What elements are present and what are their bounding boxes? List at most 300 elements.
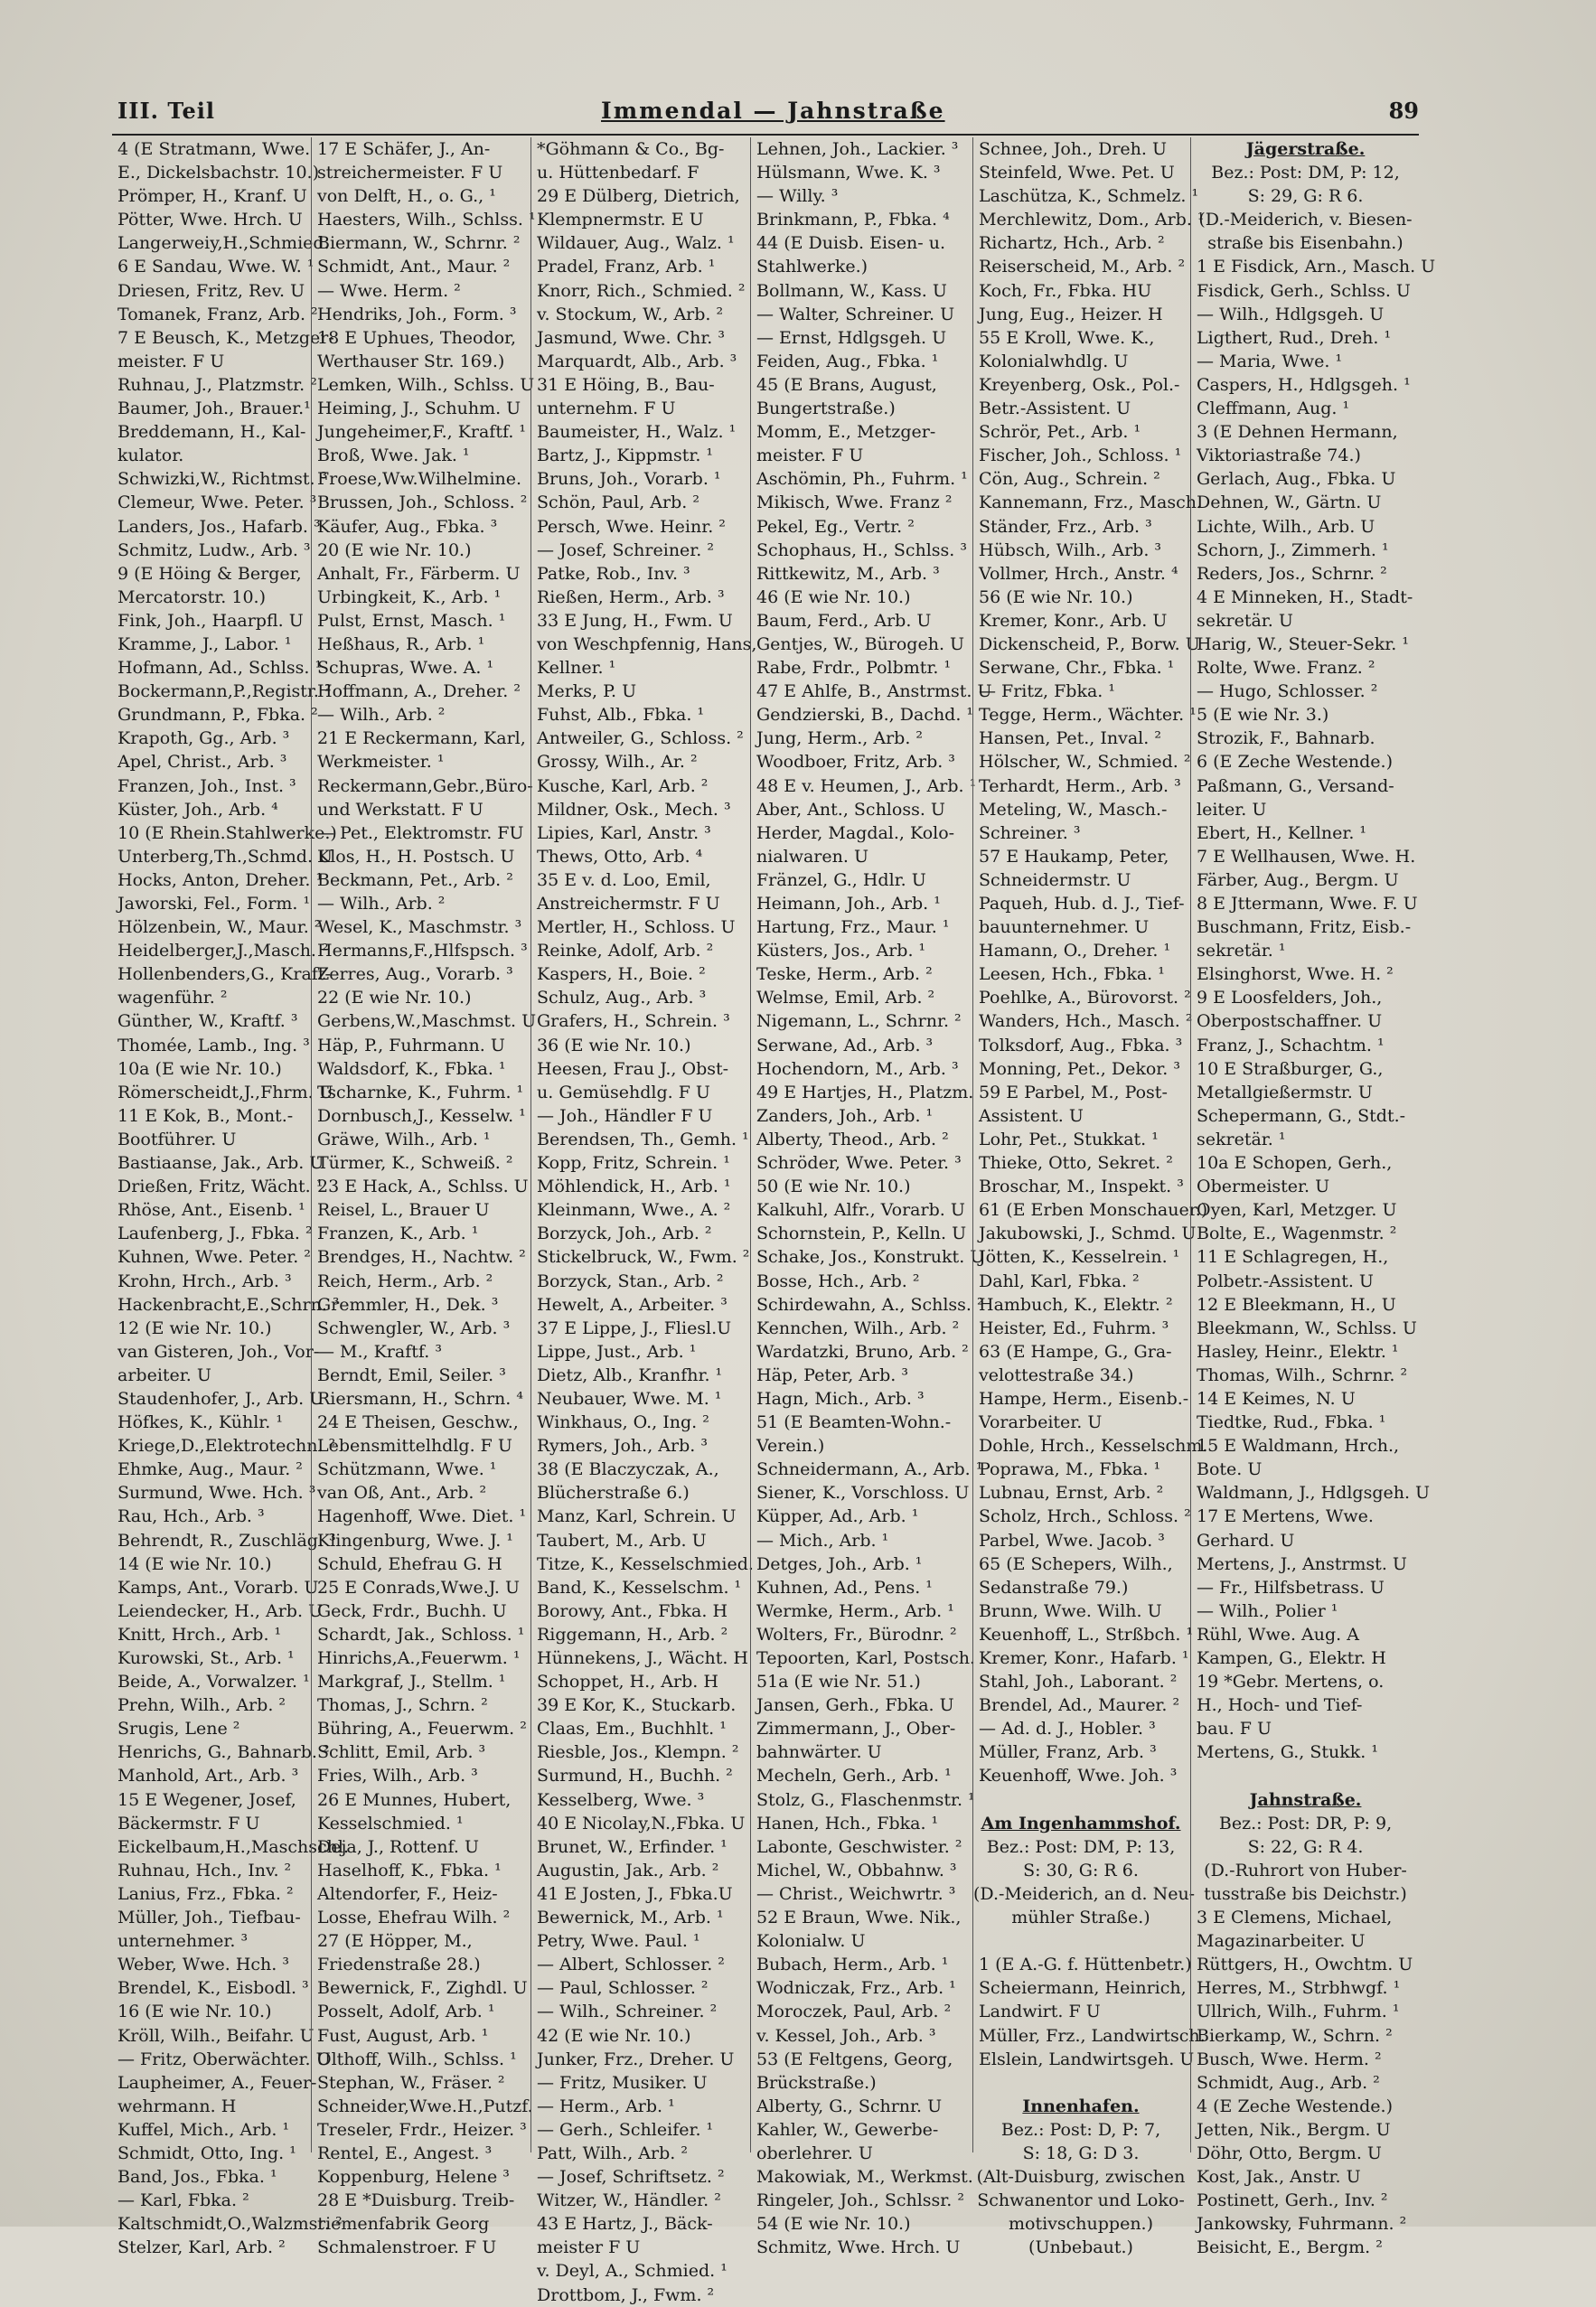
directory-entry-line: Tomanek, Franz, Arb. ² xyxy=(117,304,318,324)
directory-entry-line: Stickelbruck, W., Fwm. ² xyxy=(537,1247,750,1268)
directory-entry-line: und Werkstatt. F U xyxy=(317,799,483,820)
directory-entry-line: Bollmann, W., Kass. U xyxy=(756,280,947,301)
directory-entry-line: Heßhaus, R., Arb. ¹ xyxy=(317,633,485,654)
directory-entry-line: riemenfabrik Georg xyxy=(317,2214,490,2235)
directory-entry-line: Riersmann, H., Schrn. ⁴ xyxy=(317,1388,523,1409)
directory-entry-line: Schoppet, H., Arb. H xyxy=(537,1672,718,1693)
directory-entry-line: Ebert, H., Kellner. ¹ xyxy=(1197,822,1367,843)
directory-entry-line: Borowy, Ant., Fbka. H xyxy=(537,1600,728,1621)
directory-entry-line: Haselhoff, K., Fbka. ¹ xyxy=(317,1860,502,1880)
directory-entry-line: Thomas, J., Schrn. ² xyxy=(317,1695,488,1716)
directory-entry-line: Mercatorstr. 10.) xyxy=(117,586,266,607)
directory-entry-line: Jansen, Gerh., Fbka. U xyxy=(756,1695,954,1716)
directory-entry-line: v. Deyl, A., Schmied. ¹ xyxy=(537,2261,728,2282)
directory-entry-line: Schmitz, Wwe. Hrch. U xyxy=(756,2237,961,2258)
directory-entry-line: 17 E Mertens, Wwe. xyxy=(1197,1506,1374,1527)
directory-entry-line: Pulst, Ernst, Masch. ¹ xyxy=(317,610,506,631)
directory-entry-line: Jung, Eug., Heizer. H xyxy=(979,304,1163,324)
directory-entry-line: Taubert, M., Arb. U xyxy=(537,1530,707,1551)
directory-entry-line: 16 (E wie Nr. 10.) xyxy=(117,2002,272,2022)
directory-entry-line: — Christ., Weichwrtr. ³ xyxy=(756,1883,956,1904)
directory-entry-line: Ruhnau, Hch., Inv. ² xyxy=(117,1860,292,1880)
directory-entry-line: Jetten, Nik., Bergm. U xyxy=(1197,2119,1391,2140)
directory-entry-line: Brinkmann, P., Fbka. ⁴ xyxy=(756,210,950,230)
directory-entry-line: 57 E Haukamp, Peter, xyxy=(979,846,1169,867)
directory-entry-line: Mertens, J., Anstrmst. U xyxy=(1197,1553,1407,1574)
directory-entry-line xyxy=(973,1788,1188,1812)
directory-entry-line: — Pet., Elektromstr. FU xyxy=(317,822,524,843)
directory-entry-line: leiter. U xyxy=(1197,799,1267,820)
directory-entry-line: Rhöse, Ant., Eisenb. ¹ xyxy=(117,1200,305,1221)
directory-entry-line: Apel, Christ., Arb. ³ xyxy=(117,752,287,773)
street-heading: Jahnstraße. xyxy=(1249,1789,1362,1810)
directory-entry-line: Baumer, Joh., Brauer.¹ xyxy=(117,399,311,419)
directory-entry-line: Gendzierski, B., Dachd. ¹ xyxy=(756,705,974,726)
directory-entry-line: Manhold, Art., Arb. ³ xyxy=(117,1766,299,1787)
directory-entry-line: Beide, A., Vorwalzer. ¹ xyxy=(117,1672,310,1693)
directory-entry-line: Hünnekens, J., Wächt. H xyxy=(537,1648,748,1668)
directory-entry-line: 41 E Josten, J., Fbka.U xyxy=(537,1883,733,1904)
directory-entry-line: Bewernick, F., Zighdl. U xyxy=(317,1978,528,1999)
directory-entry-line: Caspers, H., Hdlgsgeh. ¹ xyxy=(1197,374,1411,395)
directory-entry-line: Titze, K., Kesselschmied. xyxy=(537,1553,754,1574)
directory-entry-line: Jakubowski, J., Schmd. U xyxy=(979,1224,1197,1244)
directory-entry-line: Assistent. U xyxy=(979,1105,1084,1126)
directory-entry-line: Kesselschmied. ¹ xyxy=(317,1813,464,1833)
directory-entry-line: — Ad. d. J., Hobler. ³ xyxy=(979,1719,1156,1740)
directory-entry-line: 44 (E Duisb. Eisen- u. xyxy=(756,233,945,254)
directory-entry-line: 50 (E wie Nr. 10.) xyxy=(756,1177,911,1197)
directory-entry-line: 40 E Nicolay,N.,Fbka. U xyxy=(537,1813,746,1833)
street-heading: Am Ingenhammshof. xyxy=(981,1813,1181,1833)
directory-entry-line: Elsinghorst, Wwe. H. ² xyxy=(1197,964,1394,985)
directory-entry-line: Urbingkeit, K., Arb. ¹ xyxy=(317,586,502,607)
directory-entry-line: unternehmer. ³ xyxy=(117,1931,249,1952)
directory-entry-line: Günther, W., Kraftf. ³ xyxy=(117,1011,298,1032)
directory-entry-line: Müller, Joh., Tiefbau- xyxy=(117,1908,301,1928)
directory-entry-line: Posselt, Adolf, Arb. ¹ xyxy=(317,2002,495,2022)
directory-entry-line: Stolz, G., Flaschenmstr. ¹ xyxy=(756,1789,975,1810)
directory-entry-line: Keuenhoff, L., Strßbch. ¹ xyxy=(979,1624,1194,1645)
directory-entry-line: Heidelberger,J.,Masch. ² xyxy=(117,941,329,961)
directory-entry-line: 9 E Loosfelders, Joh., xyxy=(1197,988,1383,1008)
directory-entry-line: Schepermann, G., Stdt.- xyxy=(1197,1105,1406,1126)
directory-entry-line: velottestraße 34.) xyxy=(979,1365,1134,1385)
directory-entry-line: Serwane, Chr., Fbka. ¹ xyxy=(979,658,1175,679)
directory-entry-line: Riesble, Jos., Klempn. ² xyxy=(537,1742,739,1763)
directory-entry-line: Hofmann, Ad., Schlss. ¹ xyxy=(117,658,323,679)
directory-entry-line: Bierkamp, W., Schrn. ² xyxy=(1197,2025,1393,2046)
directory-entry-line: Hambuch, K., Elektr. ² xyxy=(979,1294,1173,1315)
directory-entry-line: 43 E Hartz, J., Bäck- xyxy=(537,2214,713,2235)
directory-entry-line: Heister, Ed., Fuhrm. ³ xyxy=(979,1318,1169,1338)
directory-entry-line: 55 E Kroll, Wwe. K., xyxy=(979,327,1155,348)
directory-entry-line: Anhalt, Fr., Färberm. U xyxy=(317,563,521,584)
directory-entry-line: 10a (E wie Nr. 10.) xyxy=(117,1058,282,1079)
directory-entry-line: Broß, Wwe. Jak. ¹ xyxy=(317,445,470,466)
directory-entry-line: 51a (E wie Nr. 51.) xyxy=(756,1672,921,1693)
directory-entry-line: 4 (E Zeche Westende.) xyxy=(1197,2096,1394,2116)
directory-entry-line: Ehmke, Aug., Maur. ² xyxy=(117,1459,303,1480)
directory-entry-line: Lipies, Karl, Anstr. ³ xyxy=(537,822,711,843)
directory-entry-line: Feiden, Aug., Fbka. ¹ xyxy=(756,351,939,371)
street-heading: Innenhafen. xyxy=(1022,2096,1140,2116)
directory-entry-line: Neubauer, Wwe. M. ¹ xyxy=(537,1388,722,1409)
directory-entry-line: 6 (E Zeche Westende.) xyxy=(1197,752,1394,773)
directory-entry-line: *Göhmann & Co., Bg- xyxy=(537,139,725,159)
directory-entry-line: Fränzel, G., Hdlr. U xyxy=(756,869,926,890)
directory-entry-line: Käufer, Aug., Fbka. ³ xyxy=(317,516,498,537)
directory-entry-line: — Joh., Händler F U xyxy=(537,1105,713,1126)
directory-entry-line: Lehnen, Joh., Lackier. ³ xyxy=(756,139,959,159)
directory-entry-line: Clemeur, Wwe. Peter. ³ xyxy=(117,492,317,513)
directory-entry-line: Paßmann, G., Versand- xyxy=(1197,775,1394,796)
directory-entry-line: Stahlwerke.) xyxy=(756,257,868,277)
directory-entry-line: (Unbebaut.) xyxy=(1028,2237,1133,2258)
directory-entry-line: Schneidermann, A., Arb. ¹ xyxy=(756,1459,983,1480)
directory-entry-line: (D.-Meiderich, an d. Neu- xyxy=(973,1883,1196,1904)
directory-entry-line: Baum, Ferd., Arb. U xyxy=(756,610,932,631)
column-2 xyxy=(311,137,537,2258)
directory-entry-line: Kahler, W., Gewerbe- xyxy=(756,2119,939,2140)
directory-entry-line: Fuhst, Alb., Fbka. ¹ xyxy=(537,705,705,726)
directory-entry-line: meister F U xyxy=(537,2237,641,2258)
directory-entry-line: Welmse, Emil, Arb. ² xyxy=(756,988,935,1008)
directory-entry-line xyxy=(973,2071,1188,2095)
directory-entry-line: Schophaus, H., Schlss. ³ xyxy=(756,539,967,560)
directory-entry-line: 37 E Lippe, J., Fliesl.U xyxy=(537,1318,732,1338)
directory-entry-line: 52 E Braun, Wwe. Nik., xyxy=(756,1908,962,1928)
directory-entry-line: Hagenhoff, Wwe. Diet. ¹ xyxy=(317,1506,527,1527)
directory-entry-line: 1 (E A.-G. f. Hüttenbetr.) xyxy=(979,1955,1192,1975)
directory-entry-line: Jötten, K., Kesselrein. ¹ xyxy=(979,1247,1180,1268)
directory-entry-line: Schnee, Joh., Dreh. U xyxy=(979,139,1167,159)
directory-entry-line: Blücherstraße 6.) xyxy=(537,1483,690,1504)
directory-entry-line: Monning, Pet., Dekor. ³ xyxy=(979,1058,1180,1079)
directory-entry-line: Antweiler, G., Schloss. ² xyxy=(537,728,744,749)
page-number: 89 xyxy=(1388,98,1419,124)
directory-entry-line: Schreiner. ³ xyxy=(979,822,1081,843)
directory-entry-line: Froese,Ww.Wilhelmine. xyxy=(317,469,522,490)
directory-entry-line: — Hugo, Schlosser. ² xyxy=(1197,681,1378,702)
directory-entry-line: Zanders, Joh., Arb. ¹ xyxy=(756,1105,934,1126)
directory-entry-line: Detges, Joh., Arb. ¹ xyxy=(756,1553,923,1574)
directory-entry-line: Bez.: Post: DM, P: 13, xyxy=(986,1836,1176,1857)
directory-entry-line: Mikisch, Wwe. Franz ² xyxy=(756,492,953,513)
directory-entry-line: Surmund, H., Buchh. ² xyxy=(537,1766,733,1787)
directory-entry-line: Moroczek, Paul, Arb. ² xyxy=(756,2002,952,2022)
directory-entry-line: Winkhaus, O., Ing. ² xyxy=(537,1412,709,1433)
directory-entry-line: Klingenburg, Wwe. J. ¹ xyxy=(317,1530,513,1551)
directory-entry-line xyxy=(1191,1764,1420,1787)
directory-entry-line: 12 (E wie Nr. 10.) xyxy=(117,1318,272,1338)
directory-entry-line: Kolonialwhdlg. U xyxy=(979,351,1129,371)
directory-entry-line: 45 (E Brans, August, xyxy=(756,374,937,395)
directory-entry-line: Beckmann, Pet., Arb. ² xyxy=(317,869,513,890)
directory-entry-line: Kuffel, Mich., Arb. ¹ xyxy=(117,2119,290,2140)
directory-entry-line: Metallgießermstr. U xyxy=(1197,1082,1373,1102)
directory-entry-line: Rüttgers, H., Owchtm. U xyxy=(1197,1955,1413,1975)
directory-entry-line: Lichte, Wilh., Arb. U xyxy=(1197,516,1375,537)
directory-entry-line: Aber, Ant., Schloss. U xyxy=(756,799,945,820)
directory-entry-line: 26 E Munnes, Hubert, xyxy=(317,1789,512,1810)
directory-entry-line: Prehn, Wilh., Arb. ² xyxy=(117,1695,286,1716)
directory-entry-line: 38 (E Blaczyczak, A., xyxy=(537,1459,719,1480)
directory-entry-line: Strozik, F., Bahnarb. xyxy=(1197,728,1375,749)
directory-entry-line: — Fritz, Oberwächter. U xyxy=(117,2049,331,2069)
directory-entry-line: Kalkuhl, Alfr., Vorarb. U xyxy=(756,1200,965,1221)
directory-entry-line: Schornstein, P., Kelln. U xyxy=(756,1224,967,1244)
directory-entry-line: Fischer, Joh., Schloss. ¹ xyxy=(979,445,1182,466)
directory-entry-line: Türmer, K., Schweiß. ² xyxy=(317,1153,513,1174)
directory-entry-line: van Gisteren, Joh., Vor- xyxy=(117,1341,320,1362)
directory-entry-line: Thomas, Wilh., Schrnr. ² xyxy=(1197,1365,1408,1385)
directory-entry-line: unternehm. F U xyxy=(537,399,676,419)
directory-entry-line: 12 E Bleekmann, H., U xyxy=(1197,1294,1396,1315)
directory-entry-line: Hamann, O., Dreher. ¹ xyxy=(979,941,1171,961)
directory-entry-line: Schwanentor und Loko- xyxy=(977,2190,1185,2211)
directory-entry-line: 27 (E Höpper, M., xyxy=(317,1931,473,1952)
directory-entry-line: Möhlendick, H., Arb. ¹ xyxy=(537,1177,731,1197)
directory-entry-line: Küpper, Ad., Arb. ¹ xyxy=(756,1506,919,1527)
directory-entry-line: u. Gemüsehdlg. F U xyxy=(537,1082,710,1102)
directory-entry-line: Parbel, Wwe. Jacob. ³ xyxy=(979,1530,1165,1551)
directory-entry-line: (D.-Meiderich, v. Biesen- xyxy=(1198,210,1413,230)
directory-entry-line: Meteling, W., Masch.- xyxy=(979,799,1168,820)
column-1 xyxy=(112,137,350,2258)
directory-entry-line: oberlehrer. U xyxy=(756,2143,873,2163)
directory-entry-line: Srugis, Lene ² xyxy=(117,1719,240,1740)
directory-entry-line: Schlitt, Emil, Arb. ³ xyxy=(317,1742,486,1763)
directory-entry-line: Bäckermstr. F U xyxy=(117,1813,260,1833)
directory-entry-line: arbeiter. U xyxy=(117,1365,211,1385)
directory-entry-line: Henrichs, G., Bahnarb. ² xyxy=(117,1742,330,1763)
directory-entry-line: Döhr, Otto, Bergm. U xyxy=(1197,2143,1382,2163)
directory-entry-line: Vorarbeiter. U xyxy=(979,1412,1103,1433)
directory-entry-line: Brunn, Wwe. Wilh. U xyxy=(979,1600,1162,1621)
directory-entry-line: Witzer, W., Händler. ² xyxy=(537,2190,721,2211)
directory-entry-line: Alberty, Theod., Arb. ² xyxy=(756,1129,949,1149)
directory-entry-line: Band, K., Kesselschm. ¹ xyxy=(537,1577,742,1598)
directory-entry-line: Schulz, Aug., Arb. ³ xyxy=(537,988,707,1008)
directory-entry-line: Thomée, Lamb., Ing. ³ xyxy=(117,1035,310,1055)
directory-entry-line: meister. F U xyxy=(117,351,225,371)
directory-entry-line: Kramme, J., Labor. ¹ xyxy=(117,633,292,654)
directory-entry-line: Färber, Aug., Bergm. U xyxy=(1197,869,1399,890)
directory-entry-line: Staudenhofer, J., Arb. U xyxy=(117,1388,324,1409)
directory-entry-line: Rittkewitz, M., Arb. ³ xyxy=(756,563,940,584)
column-5 xyxy=(972,137,1208,2258)
directory-entry-line: Klos, H., H. Postsch. U xyxy=(317,846,515,867)
directory-entry-line: S: 30, G: R 6. xyxy=(1023,1860,1139,1880)
directory-entry-line: 51 (E Beamten-Wohn.- xyxy=(756,1412,952,1433)
directory-entry-line: Hewelt, A., Arbeiter. ³ xyxy=(537,1294,728,1315)
directory-entry-line: — Herm., Arb. ¹ xyxy=(537,2096,675,2116)
directory-entry-line: Hasley, Heinr., Elektr. ¹ xyxy=(1197,1341,1399,1362)
directory-entry-line: 10 (E Rhein.Stahlwerke.) xyxy=(117,822,337,843)
directory-entry-line: Reders, Jos., Schrnr. ² xyxy=(1197,563,1387,584)
directory-entry-line: Hansen, Pet., Inval. ² xyxy=(979,728,1161,749)
directory-entry-line: Borzyck, Stan., Arb. ² xyxy=(537,1271,724,1291)
directory-entry-line: Pradel, Franz, Arb. ¹ xyxy=(537,257,716,277)
directory-entry-line: u. Hüttenbedarf. F xyxy=(537,163,699,183)
directory-entry-line: Kennchen, Wilh., Arb. ² xyxy=(756,1318,960,1338)
directory-entry-line: Brendel, K., Eisbodl. ³ xyxy=(117,1978,309,1999)
directory-entry-line: Schirdewahn, A., Schlss. ² xyxy=(756,1294,984,1315)
directory-entry-line: Poehlke, A., Bürovorst. ² xyxy=(979,988,1191,1008)
directory-entry-line: Jung, Herm., Arb. ² xyxy=(756,728,924,749)
directory-entry-line: wagenführ. ² xyxy=(117,988,228,1008)
directory-entry-line: Leesen, Hch., Fbka. ¹ xyxy=(979,964,1165,985)
directory-entry-line: Olthoff, Wilh., Schlss. ¹ xyxy=(317,2049,517,2069)
directory-entry-line: v. Stockum, W., Arb. ² xyxy=(537,304,724,324)
directory-entry-line: H., Hoch- und Tief- xyxy=(1197,1695,1363,1716)
directory-entry-line: — Karl, Fbka. ² xyxy=(117,2190,249,2211)
directory-entry-line: Dohle, Hrch., Kesselschm. xyxy=(979,1436,1208,1457)
directory-entry-line: Broschar, M., Inspekt. ³ xyxy=(979,1177,1184,1197)
directory-entry-line: Fink, Joh., Haarpfl. U xyxy=(117,610,304,631)
directory-entry-line: 59 E Parbel, M., Post- xyxy=(979,1082,1168,1102)
directory-entry-line: Heesen, Frau J., Obst- xyxy=(537,1058,729,1079)
directory-entry-line: Koppenburg, Helene ³ xyxy=(317,2167,510,2188)
directory-entry-line: Weber, Wwe. Hch. ³ xyxy=(117,1955,289,1975)
directory-entry-line: 10a E Schopen, Gerh., xyxy=(1197,1153,1393,1174)
directory-entry-line: Werthauser Str. 169.) xyxy=(317,351,505,371)
directory-entry-line: Langerweiy,H.,Schmied. xyxy=(117,233,330,254)
directory-entry-line: 7 E Wellhausen, Wwe. H. xyxy=(1197,846,1416,867)
directory-entry-line: Biermann, W., Schrnr. ² xyxy=(317,233,521,254)
directory-entry-line: Stelzer, Karl, Arb. ² xyxy=(117,2237,286,2258)
directory-entry-line: Lippe, Just., Arb. ¹ xyxy=(537,1341,697,1362)
directory-entry-line: — Wilh., Arb. ² xyxy=(317,894,446,914)
directory-entry-line: Mertler, H., Schloss. U xyxy=(537,917,736,938)
directory-entry-line: Dickenscheid, P., Borw. U xyxy=(979,633,1200,654)
directory-entry-line: Kampen, G., Elektr. H xyxy=(1197,1648,1386,1668)
directory-entry-line: Mertens, G., Stukk. ¹ xyxy=(1197,1742,1378,1763)
directory-entry-line: Unterberg,Th.,Schmd. U xyxy=(117,846,333,867)
header-rule xyxy=(112,134,1419,136)
directory-entry-line: Thieke, Otto, Sekret. ² xyxy=(979,1153,1173,1174)
directory-entry-line: Grafers, H., Schrein. ³ xyxy=(537,1011,730,1032)
directory-entry-line: Grossy, Wilh., Ar. ² xyxy=(537,752,698,773)
directory-entry-line: — Wilh., Polier ¹ xyxy=(1197,1600,1338,1621)
directory-entry-line: Lanius, Frz., Fbka. ² xyxy=(117,1883,294,1904)
directory-entry-line: Hübsch, Wilh., Arb. ³ xyxy=(979,539,1162,560)
directory-entry-line: Zerres, Aug., Vorarb. ³ xyxy=(317,964,513,985)
directory-entry-line: Gerhard. U xyxy=(1197,1530,1295,1551)
directory-entry-line: 54 (E wie Nr. 10.) xyxy=(756,2214,911,2235)
directory-entry-line: Kröll, Wilh., Beifahr. U xyxy=(117,2025,315,2046)
directory-entry-line: Schupras, Wwe. A. ¹ xyxy=(317,658,494,679)
directory-entry-line: Scholz, Hrch., Schloss. ² xyxy=(979,1506,1191,1527)
directory-entry-line: Kaspers, H., Boie. ² xyxy=(537,964,706,985)
directory-entry-line: mühler Straße.) xyxy=(1011,1908,1150,1928)
directory-entry-line: Knorr, Rich., Schmied. ² xyxy=(537,280,746,301)
directory-entry-line: Harig, W., Steuer-Sekr. ¹ xyxy=(1197,633,1409,654)
directory-entry-line: 49 E Hartjes, H., Platzm. xyxy=(756,1082,974,1102)
directory-entry-line: Dietz, Alb., Kranfhr. ¹ xyxy=(537,1365,723,1385)
directory-entry-line: Driesen, Fritz, Rev. U xyxy=(117,280,305,301)
directory-entry-line: Kurowski, St., Arb. ¹ xyxy=(117,1648,295,1668)
directory-entry-line: Polbetr.-Assistent. U xyxy=(1197,1271,1374,1291)
directory-entry-line: Dahl, Karl, Fbka. ² xyxy=(979,1271,1140,1291)
directory-entry-line: — Maria, Wwe. ¹ xyxy=(1197,351,1343,371)
directory-entry-line: 11 E Kok, B., Mont.- xyxy=(117,1105,294,1126)
directory-entry-line: Reckermann,Gebr.,Büro- xyxy=(317,775,533,796)
directory-entry-line: 53 (E Feltgens, Georg, xyxy=(756,2049,953,2069)
directory-entry-line: 4 E Minneken, H., Stadt- xyxy=(1197,586,1413,607)
directory-entry-line: Band, Jos., Fbka. ¹ xyxy=(117,2167,277,2188)
directory-entry-line: Deja, J., Rottenf. U xyxy=(317,1836,479,1857)
directory-entry-line: Berendsen, Th., Gemh. ¹ xyxy=(537,1129,749,1149)
directory-entry-line: Krapoth, Gg., Arb. ³ xyxy=(117,728,290,749)
directory-entry-line: Paqueh, Hub. d. J., Tief- xyxy=(979,894,1185,914)
directory-entry-line: 46 (E wie Nr. 10.) xyxy=(756,586,911,607)
directory-entry-line: Bastiaanse, Jak., Arb. U xyxy=(117,1153,324,1174)
directory-entry-line: Hagn, Mich., Arb. ³ xyxy=(756,1388,925,1409)
directory-entry-line: Fries, Wilh., Arb. ³ xyxy=(317,1766,478,1787)
running-title: Immendal — Jahnstraße xyxy=(601,98,945,124)
directory-entry-line: — Fr., Hilfsbetrass. U xyxy=(1197,1577,1385,1598)
directory-entry-line: Römerscheidt,J.,Fhrm. U xyxy=(117,1082,333,1102)
directory-entry-line: Wermke, Herm., Arb. ¹ xyxy=(756,1600,954,1621)
directory-entry-line: Hollenbenders,G., Kraft- xyxy=(117,964,331,985)
directory-entry-line: Kusche, Karl, Arb. ² xyxy=(537,775,709,796)
directory-entry-line: Schneider,Wwe.H.,Putzf. xyxy=(317,2096,533,2116)
directory-entry-line: S: 18, G: D 3. xyxy=(1022,2143,1140,2163)
directory-entry-line: 3 (E Dehnen Hermann, xyxy=(1197,422,1398,443)
directory-entry-line: Nigemann, L., Schrnr. ² xyxy=(756,1011,962,1032)
directory-entry-line: Küsters, Jos., Arb. ¹ xyxy=(756,941,926,961)
directory-entry-line: Hanen, Hch., Fbka. ¹ xyxy=(756,1813,939,1833)
directory-entry-line: Baumeister, H., Walz. ¹ xyxy=(537,422,737,443)
directory-entry-line: Riggemann, H., Arb. ² xyxy=(537,1624,728,1645)
directory-entry-line: Buschmann, Fritz, Eisb.- xyxy=(1197,917,1412,938)
directory-entry-line: Hampe, Herm., Eisenb.- xyxy=(979,1388,1189,1409)
directory-entry-line: 36 (E wie Nr. 10.) xyxy=(537,1035,691,1055)
directory-entry-line: Verein.) xyxy=(756,1436,825,1457)
column-3 xyxy=(530,137,757,2305)
directory-entry-line: — Fritz, Musiker. U xyxy=(537,2072,708,2093)
directory-entry-line: van Oß, Ant., Arb. ² xyxy=(317,1483,487,1504)
directory-entry-line: Bewernick, M., Arb. ¹ xyxy=(537,1908,724,1928)
directory-entry-line: Laschütza, K., Schmelz. ¹ xyxy=(979,186,1199,207)
directory-entry-line: Leiendecker, H., Arb. U xyxy=(117,1600,324,1621)
directory-entry-line: Kriege,D.,Elektrotechn. ² xyxy=(117,1436,336,1457)
directory-entry-line: Kremer, Konr., Arb. U xyxy=(979,610,1168,631)
directory-entry-line: Kaltschmidt,O.,Walzmst. ² xyxy=(117,2214,343,2235)
directory-entry-line: 1 E Fisdick, Arn., Masch. U xyxy=(1197,257,1436,277)
directory-entry-line: Dornbusch,J., Kesselw. ¹ xyxy=(317,1105,526,1126)
directory-entry-line: Tolksdorf, Aug., Fbka. ³ xyxy=(979,1035,1183,1055)
directory-entry-line: — Wilh., Hdlgsgeh. U xyxy=(1197,304,1385,324)
directory-entry-line: Tepoorten, Karl, Postsch. xyxy=(756,1648,976,1668)
directory-entry-line: Waldsdorf, K., Fbka. ¹ xyxy=(317,1058,506,1079)
directory-entry-line: Brendel, Ad., Maurer. ² xyxy=(979,1695,1180,1716)
directory-entry-line: Stahl, Joh., Laborant. ² xyxy=(979,1672,1178,1693)
directory-entry-line: Gremmler, H., Dek. ³ xyxy=(317,1294,499,1315)
directory-entry-line: Thews, Otto, Arb. ⁴ xyxy=(537,846,703,867)
directory-entry-line: Labonte, Geschwister. ² xyxy=(756,1836,962,1857)
directory-entry-line: Merks, P. U xyxy=(537,681,637,702)
directory-entry-line: Kamps, Ant., Vorarb. U xyxy=(117,1577,319,1598)
directory-entry-line: Surmund, Wwe. Hch. ³ xyxy=(117,1483,316,1504)
directory-entry-line: Hinrichs,A.,Feuerwm. ¹ xyxy=(317,1648,521,1668)
directory-entry-line: Bleekmann, W., Schlss. U xyxy=(1197,1318,1417,1338)
directory-entry-line: Marquardt, Alb., Arb. ³ xyxy=(537,351,737,371)
directory-entry-line: Manz, Karl, Schrein. U xyxy=(537,1506,737,1527)
directory-entry-line: Brendges, H., Nachtw. ² xyxy=(317,1247,526,1268)
